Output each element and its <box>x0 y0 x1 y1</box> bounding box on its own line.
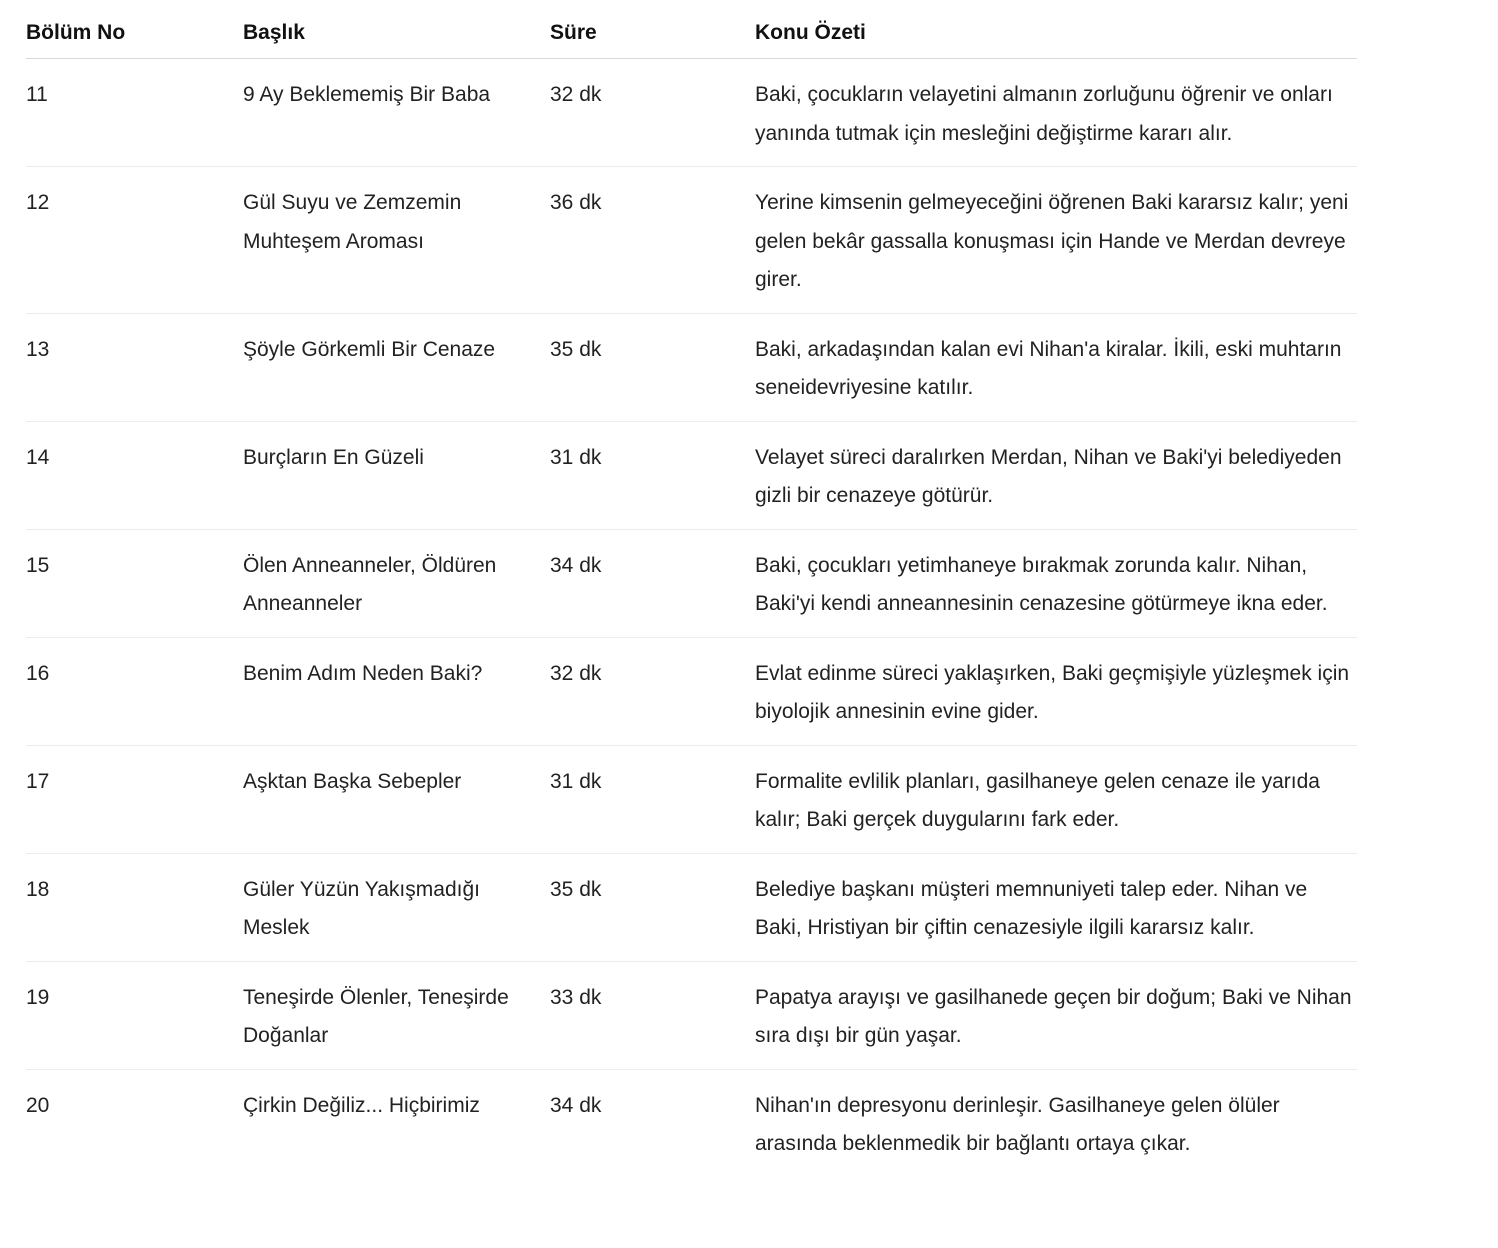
table-header <box>26 14 1357 59</box>
episode-no-cell: 16 <box>26 637 243 745</box>
episode-no-cell: 15 <box>26 529 243 637</box>
episode-table <box>26 14 1357 1177</box>
episode-title-cell: 9 Ay Beklememiş Bir Baba <box>243 59 550 167</box>
header-title: Başlık <box>243 14 550 59</box>
episode-duration-cell: 35 dk <box>550 853 755 961</box>
episode-summary-cell: Velayet süreci daralırken Merdan, Nihan ve Baki'yi belediyeden gizli bir cenazeye götürür. <box>755 421 1357 529</box>
episode-title-cell: Burçların En Güzeli <box>243 421 550 529</box>
episode-title-cell: Teneşirde Ölenler, Teneşirde Doğanlar <box>243 961 550 1069</box>
episode-duration-cell: 32 dk <box>550 59 755 167</box>
table-row <box>26 167 1357 314</box>
table-row <box>26 59 1357 167</box>
episode-summary-cell: Baki, çocukları yetimhaneye bırakmak zorunda kalır. Nihan, Baki'yi kendi anneannesinin cenazesine götürmeye ikna eder. <box>755 529 1357 637</box>
episode-no-cell: 11 <box>26 59 243 167</box>
table-row <box>26 1069 1357 1177</box>
episode-summary-cell: Formalite evlilik planları, gasilhaneye gelen cenaze ile yarıda kalır; Baki gerçek duygularını fark eder. <box>755 745 1357 853</box>
episode-no-cell: 13 <box>26 313 243 421</box>
episode-duration-cell: 34 dk <box>550 1093 602 1117</box>
episode-summary-cell: Yerine kimsenin gelmeyeceğini öğrenen Baki kararsız kalır; yeni gelen bekâr gassalla konuşması için Hande ve Merdan devreye girer. <box>755 167 1357 314</box>
table-row <box>26 961 1357 1069</box>
episode-summary-cell: Papatya arayışı ve gasilhanede geçen bir doğum; Baki ve Nihan sıra dışı bir gün yaşar. <box>755 961 1357 1069</box>
episode-duration-cell: 36 dk <box>550 167 755 314</box>
episode-title-cell: Çirkin Değiliz... Hiçbirimiz <box>243 1093 480 1117</box>
episode-no-cell: 17 <box>26 745 243 853</box>
episode-duration-cell: 32 dk <box>550 637 755 745</box>
episode-summary-cell: Baki, arkadaşından kalan evi Nihan'a kiralar. İkili, eski muhtarın seneidevriyesine katılır. <box>755 313 1357 421</box>
episode-duration-cell: 35 dk <box>550 313 755 421</box>
header-row <box>26 14 1357 59</box>
episode-duration-cell: 31 dk <box>550 421 755 529</box>
episode-summary-cell: Belediye başkanı müşteri memnuniyeti talep eder. Nihan ve Baki, Hristiyan bir çiftin cenazesiyle ilgili kararsız kalır. <box>755 853 1357 961</box>
episode-no-cell: 19 <box>26 961 243 1069</box>
table-body <box>26 59 1357 1177</box>
table-row <box>26 529 1357 637</box>
episode-no-cell: 14 <box>26 421 243 529</box>
episode-title-cell: Benim Adım Neden Baki? <box>243 637 550 745</box>
episode-summary-cell: Baki, çocukların velayetini almanın zorluğunu öğrenir ve onları yanında tutmak için mesleğini değiştirme kararı alır. <box>755 59 1357 167</box>
episode-summary-cell: Evlat edinme süreci yaklaşırken, Baki geçmişiyle yüzleşmek için biyolojik annesinin evine gider. <box>755 637 1357 745</box>
header-summary: Konu Özeti <box>755 14 1357 59</box>
episode-summary-cell: Nihan'ın depresyonu derinleşir. Gasilhaneye gelen ölüler arasında beklenmedik bir bağlantı ortaya çıkar. <box>755 1093 1280 1155</box>
table-row <box>26 313 1357 421</box>
episode-duration-cell: 34 dk <box>550 529 755 637</box>
episode-title-cell: Gül Suyu ve Zemzemin Muhteşem Aroması <box>243 167 550 314</box>
table-row <box>26 637 1357 745</box>
table-row <box>26 745 1357 853</box>
episode-title-cell: Şöyle Görkemli Bir Cenaze <box>243 313 550 421</box>
episode-duration-cell: 33 dk <box>550 961 755 1069</box>
episode-title-cell: Aşktan Başka Sebepler <box>243 745 550 853</box>
episode-no-cell: 12 <box>26 167 243 314</box>
table-row <box>26 853 1357 961</box>
header-episode-no: Bölüm No <box>26 14 243 59</box>
episode-title-cell: Ölen Anneanneler, Öldüren Anneanneler <box>243 529 550 637</box>
table-row <box>26 421 1357 529</box>
episode-duration-cell: 31 dk <box>550 745 755 853</box>
header-duration: Süre <box>550 14 755 59</box>
episode-no-cell: 18 <box>26 853 243 961</box>
episode-title-cell: Güler Yüzün Yakışmadığı Meslek <box>243 853 550 961</box>
episode-table-container <box>26 14 1357 1177</box>
episode-no-cell: 20 <box>26 1093 50 1117</box>
